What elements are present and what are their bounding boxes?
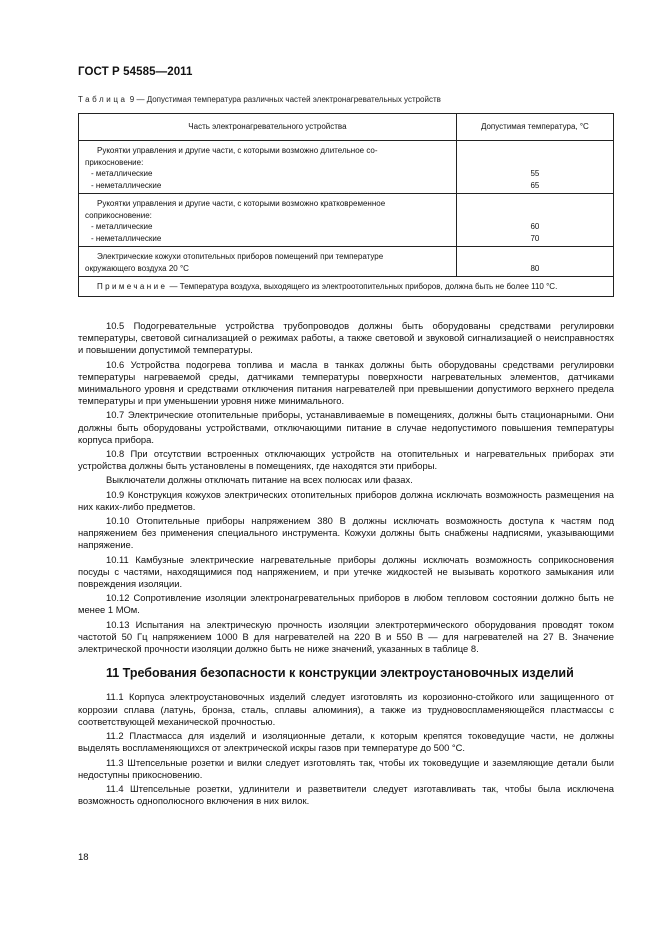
temperature-table xyxy=(78,113,614,297)
table-cell-part xyxy=(79,141,457,194)
paragraph: 10.5 Подогревательные устройства трубопроводов должны быть оборудованы средствами регулировки температуры, световой сигнализацией о режимах работы, а также световой и звуковой сигнализацией о неисправностях и повышении допустимой температуры. xyxy=(78,320,614,356)
paragraph: Выключатели должны отключать питание на всех полюсах или фазах. xyxy=(106,474,413,486)
column-header-temperature: Допустимая температура, °С xyxy=(456,114,613,141)
temperature-value: 80 xyxy=(530,263,540,273)
temperature-value: 65 xyxy=(530,180,540,190)
paragraph: 10.13 Испытания на электрическую прочность изоляции электротермического оборудования проводят током частотой 50 Гц напряжением 1000 В для нагревателей на 220 В и 550 В — для нагревателей на 27 В. Значение электрической прочности изоляции должно быть не ниже значений, указанных в таблице 8. xyxy=(78,618,614,655)
paragraph: 11.1 Корпуса электроустановочных изделий следует изготовлять из корозионно-стойкого или защищенного от коррозии сплава (латунь, бронза, сталь, сплавы алюминия), а также из трудновоспламеняющейся пластмассы с соответствующей механической прочностью. xyxy=(78,691,614,727)
temperature-value: 55 xyxy=(530,169,540,178)
table-row xyxy=(79,141,614,194)
paragraph: 10.11 Камбузные электрические нагревательные приборы должны исключать возможность соприкосновения посуды с частями, находящимися под напряжением, и при утечке жидкостей не вызывать короткого замыкания или повреждения изоляции. xyxy=(78,553,614,590)
row-text-line: соприкосновение: xyxy=(85,210,152,220)
row-text-line: прикосновение: xyxy=(85,157,144,167)
row-item: - неметаллические xyxy=(91,233,162,243)
table-row xyxy=(79,247,614,277)
table-cell-part xyxy=(79,194,457,247)
paragraph: 10.6 Устройства подогрева топлива и масла в танках должны быть оборудованы средствами регулировки температуры нагреваемой среды, датчиками температуры поверхности нагревательных элементов, датчиками минимального уровня и средствами отключения питания нагревателей при превышении допустимого верхнего предела температуры и при уменьшении уровня ниже минимального. xyxy=(78,358,614,407)
table-note xyxy=(79,277,614,297)
row-text-line: окружающего воздуха 20 °С xyxy=(85,263,189,273)
section-title: 11 Требования безопасности к конструкции электроустановочных изделий xyxy=(106,666,574,681)
note-text: — Температура воздуха, выходящего из электроотопительных приборов, должна быть не более 110 °С. xyxy=(167,282,558,291)
table-cell-part xyxy=(79,247,457,277)
paragraph: 10.8 При отсутствии встроенных отключающих устройств на отопительных и нагревательных приборах эти устройства должны быть установлены в помещениях, где находятся эти приборы. xyxy=(78,448,614,472)
table-cell-temperature xyxy=(456,141,613,194)
table-cell-temperature xyxy=(456,194,613,247)
paragraph: 10.9 Конструкция кожухов электрических отопительных приборов должна исключать возможность размещения на них каких-либо предметов. xyxy=(78,488,614,512)
row-text-line: Рукоятки управления и другие части, с которыми возможно длительное со- xyxy=(97,146,378,155)
table-row xyxy=(79,194,614,247)
paragraph: 11.4 Штепсельные розетки, удлинители и разветвители следует изготавливать так, чтобы была исключена возможность однополюсного включения в них вилок. xyxy=(78,782,614,807)
row-text-line: Электрические кожухи отопительных приборов помещений при температуре xyxy=(97,252,384,261)
temperature-value: 60 xyxy=(530,222,540,231)
table-caption-text: 9 — Допустимая температура различных частей электронагревательных устройств xyxy=(127,95,441,104)
row-item: - металлические xyxy=(91,222,153,231)
note-word: Примечание xyxy=(97,282,168,291)
table-caption xyxy=(78,95,441,104)
page-number: 18 xyxy=(78,852,89,863)
document-header: ГОСТ Р 54585—2011 xyxy=(78,66,193,78)
body-text xyxy=(78,320,614,809)
table-header-row xyxy=(79,114,614,141)
table-cell-temperature xyxy=(456,247,613,277)
temperature-value: 70 xyxy=(530,233,540,243)
table-note-row xyxy=(79,277,614,297)
paragraph: 11.3 Штепсельные розетки и вилки следует изготовлять так, чтобы их токоведущие и заземляющие детали были недоступны прикосновению. xyxy=(78,756,614,780)
column-header-part: Часть электронагревательного устройства xyxy=(79,114,457,141)
table-caption-word: Таблица xyxy=(78,95,128,104)
paragraph: 10.12 Сопротивление изоляции электронагревательных приборов в любом тепловом состоянии должно быть не менее 1 МОм. xyxy=(78,592,614,616)
paragraph: 10.7 Электрические отопительные приборы, устанавливаемые в помещениях, должны быть стационарными. Они должны быть оборудованы устройствами, отключающими питание в случае недопустимого повышения температуры корпуса прибора. xyxy=(78,409,614,445)
paragraph: 10.10 Отопительные приборы напряжением 380 В должны исключать возможность доступа к частям под напряжением без применения специального инструмента. Кожухи должны быть снабжены надписями, указывающими напряжение. xyxy=(78,515,614,551)
row-text-line: Рукоятки управления и другие части, с которыми возможно кратковременное xyxy=(97,199,386,208)
row-item: - металлические xyxy=(91,169,153,178)
paragraph: 11.2 Пластмасса для изделий и изоляционные детали, к которым крепятся токоведущие части, не должны выделять воспламеняющихся от электрической искры газов при температуре до 500 °С. xyxy=(78,730,614,754)
row-item: - неметаллические xyxy=(91,180,162,190)
